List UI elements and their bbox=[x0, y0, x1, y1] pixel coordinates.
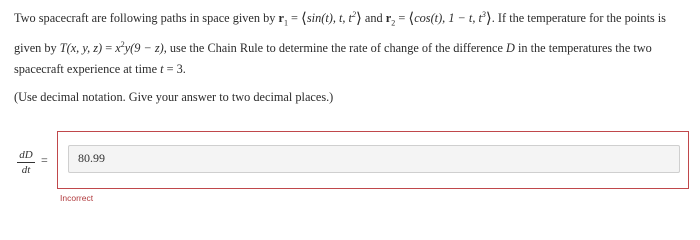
equals-sign: = bbox=[105, 40, 113, 55]
intro-text: Two spacecraft are following paths in space given by bbox=[14, 11, 276, 26]
answer-input[interactable]: 80.99 bbox=[68, 145, 680, 173]
equals-sign: = bbox=[398, 11, 406, 26]
r2-subscript: 2 bbox=[391, 18, 396, 28]
r1-components: sin(t), t, t bbox=[306, 11, 352, 26]
sentence-3-text: in the temperatures the two spacecraft experience at time bbox=[14, 40, 652, 76]
temperature-x: x bbox=[115, 40, 121, 55]
r2-exponent: 3 bbox=[481, 10, 486, 19]
derivative-label bbox=[15, 149, 37, 176]
r1-subscript: 1 bbox=[283, 18, 288, 28]
temperature-function: T(x, y, z) bbox=[59, 40, 103, 55]
question-paragraph: Two spacecraft are following paths in space given by $r_1$ = ⟨sin(t), t, $t^2⟩$ and $r_2$ = ⟨cos(t), 1 − t, $t^3⟩$. If the temperature for the points is given by T(x, y, $z) = x^2y(9 - z)$, use the Chain Rule to determine the rate of change of the difference D in the temperatures the two spacecraft experience at time t = 3. bbox=[14, 10, 666, 76]
time-value: = 3. bbox=[166, 61, 186, 76]
r1-symbol: r bbox=[278, 11, 284, 26]
temperature-rest: y(9 − z) bbox=[124, 40, 164, 55]
and-text: and bbox=[364, 11, 383, 26]
difference-variable: D bbox=[505, 40, 515, 55]
r2-symbol: r bbox=[385, 11, 392, 26]
question-text bbox=[14, 4, 690, 108]
r1-exponent: 2 bbox=[351, 10, 356, 19]
sentence-2-end: , use the Chain Rule to determine the rate of change of the difference bbox=[163, 40, 503, 55]
derivative-denominator: dt bbox=[21, 164, 31, 176]
time-variable: t bbox=[160, 61, 164, 76]
instructions-note: (Use decimal notation. Give your answer to two decimal places.) bbox=[14, 89, 334, 104]
r2-components: cos(t), 1 − t, t bbox=[414, 11, 482, 26]
temperature-exponent: 2 bbox=[120, 39, 125, 49]
status-incorrect: Incorrect bbox=[60, 193, 94, 203]
derivative-numerator: dD bbox=[19, 149, 33, 161]
fraction-bar bbox=[17, 162, 35, 163]
answer-equals-sign: = bbox=[41, 153, 48, 167]
sentence-2-start: . If the temperature for the points is given by bbox=[14, 11, 666, 55]
equals-sign: = bbox=[291, 11, 298, 26]
